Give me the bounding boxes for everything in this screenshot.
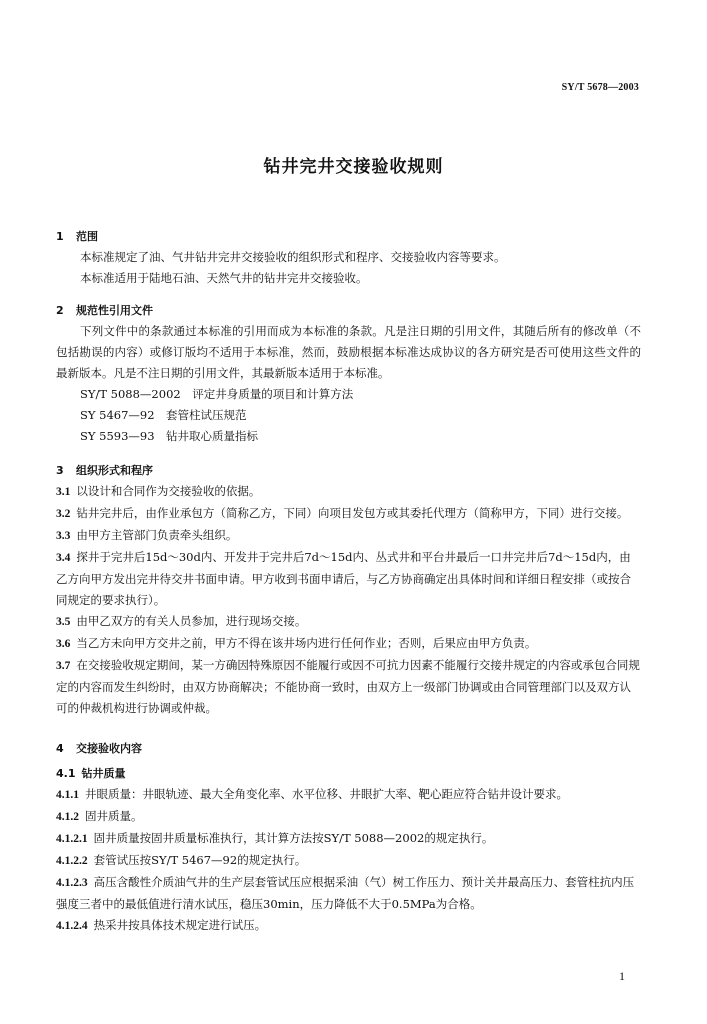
clause-text: 井眼质量：井眼轨迹、最大全角变化率、水平位移、井眼扩大率、靶心距应符合钻井设计要求。 [85, 787, 568, 801]
clause-number: 3.4 [56, 552, 71, 564]
clause-text: 以设计和合同作为交接验收的依据。 [76, 484, 261, 498]
subsection-title: 钻井质量 [81, 767, 126, 780]
clause-number: 4.1.2 [56, 811, 79, 823]
section-number: 3 [56, 464, 64, 477]
subsection-heading [56, 763, 641, 784]
reference-item: SY 5593—93 钻井取心质量指标 [80, 429, 259, 443]
clause-text: 由甲乙双方的有关人员参加，进行现场交接。 [76, 614, 307, 628]
section-3 [56, 460, 641, 719]
clause-number: 4.1.2.2 [56, 855, 88, 867]
clause-number: 3.5 [56, 616, 71, 628]
clause [56, 655, 641, 719]
paragraph: 本标准适用于陆地石油、天然气井的钻井完井交接验收。 [80, 271, 368, 285]
clause-text: 套管试压按SY/T 5467—92的规定执行。 [93, 853, 307, 867]
clause-text: 由甲方主管部门负责牵头组织。 [76, 528, 238, 542]
page-number: 1 [619, 969, 625, 983]
document-title: 钻井完井交接验收规则 [263, 157, 444, 177]
clause-number: 3.1 [56, 486, 71, 498]
clause [56, 633, 641, 655]
clause [56, 850, 641, 872]
clause-number: 3.7 [56, 660, 71, 672]
clause [56, 784, 641, 806]
paragraph: 下列文件中的条款通过本标准的引用而成为本标准的条款。凡是注日期的引用文件，其随后所有的修改单（不包括勘误的内容）或修订版均不适用于本标准，然而，鼓励根据本标准达成协议的各方研究是否可使用这些文件的最新版本。凡是不注日期的引用文件，其最新版本适用于本标准。 [56, 324, 641, 380]
clause-text: 固井质量按固井质量标准执行，其计算方法按SY/T 5088—2002的规定执行。 [93, 831, 494, 845]
section-2 [56, 300, 641, 447]
subsection-number: 4.1 [56, 767, 76, 780]
clause [56, 872, 641, 915]
clause-number: 3.2 [56, 508, 71, 520]
clause-number: 4.1.2.4 [56, 920, 88, 932]
clause-number: 4.1.2.3 [56, 877, 88, 889]
clause-text: 高压含酸性介质油气井的生产层套管试压应根据采油（气）树工作压力、预计关井最高压力、套管柱抗内压强度三者中的最低值进行清水试压，稳压30min，压力降低不大于0.5MPa为合格。 [56, 875, 635, 911]
section-title: 范围 [76, 230, 98, 243]
clause [56, 915, 641, 937]
section-number: 4 [56, 742, 64, 755]
clause-text: 钻井完井后，由作业承包方（简称乙方，下同）向项目发包方或其委托代理方（简称甲方，下同）进行交接。 [76, 506, 629, 520]
standard-number: SY/T 5678—2003 [561, 82, 639, 93]
clause-number: 3.6 [56, 638, 71, 650]
clause [56, 611, 641, 633]
section-title: 组织形式和程序 [76, 464, 153, 477]
clause [56, 547, 641, 611]
section-4 [56, 738, 641, 937]
clause-number: 4.1.1 [56, 789, 79, 801]
reference-item: SY 5467—92 套管柱试压规范 [80, 408, 247, 422]
clause-text: 热采井按具体技术规定进行试压。 [93, 918, 267, 932]
clause-text: 当乙方未向甲方交井之前，甲方不得在该井场内进行任何作业；否则，后果应由甲方负责。 [76, 636, 537, 650]
reference-item: SY/T 5088—2002 评定井身质量的项目和计算方法 [80, 387, 354, 401]
clause-number: 3.3 [56, 530, 71, 542]
clause [56, 806, 641, 828]
section-number: 1 [56, 230, 64, 243]
section-title: 规范性引用文件 [76, 304, 153, 317]
clause-number: 4.1.2.1 [56, 833, 88, 845]
clause [56, 828, 641, 850]
clause-text: 探井于完井后15d～30d内、开发井于完井后7d～15d内、丛式井和平台井最后一口井完井后7d～15d内，由乙方向甲方发出完井待交井书面申请。甲方收到书面申请后，与乙方协商确定出具体时间和详细日程安排（或按合同规定的要求执行）。 [56, 550, 631, 607]
section-1 [56, 226, 641, 289]
clause-text: 固井质量。 [85, 809, 143, 823]
clause [56, 503, 641, 525]
clause [56, 481, 641, 503]
section-heading [56, 300, 641, 321]
paragraph: 本标准规定了油、气井钻井完井交接验收的组织形式和程序、交接验收内容等要求。 [80, 250, 506, 264]
section-number: 2 [56, 304, 64, 317]
section-heading [56, 738, 641, 759]
section-title: 交接验收内容 [76, 742, 142, 755]
section-heading [56, 226, 641, 247]
clause [56, 525, 641, 547]
section-heading [56, 460, 641, 481]
clause-text: 在交接验收规定期间，某一方确因特殊原因不能履行或因不可抗力因素不能履行交接井规定的内容或承包合同规定的内容而发生纠纷时，由双方协商解决；不能协商一致时，由双方上一级部门协调或由合同管理部门以及双方认可的仲裁机构进行协调或仲裁。 [56, 658, 640, 715]
